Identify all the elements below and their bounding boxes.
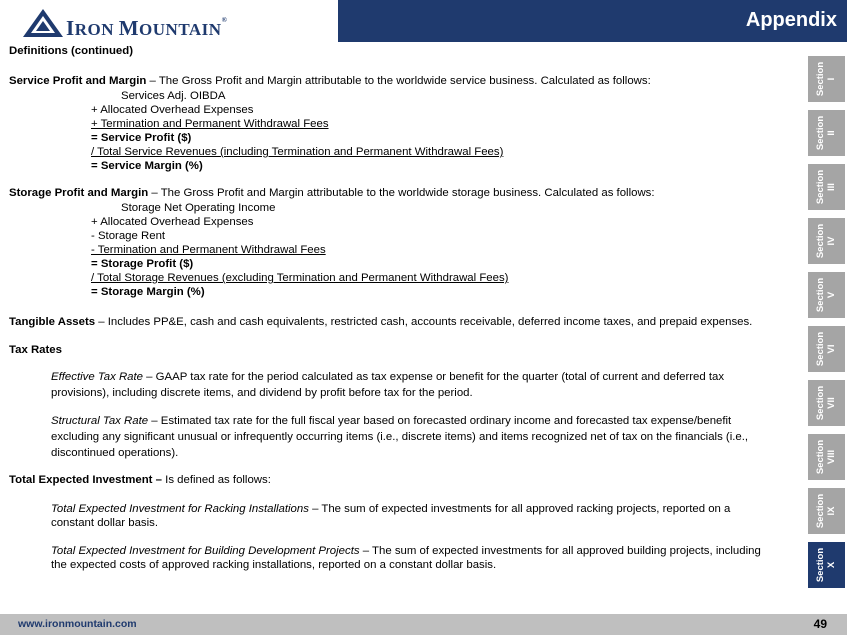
storage-line: - Termination and Permanent Withdrawal Fees <box>91 244 326 256</box>
structural-tax-rate-cont: excluding any significant unusual or infrequently occurring items (i.e., discrete items) and items recognized net of tax on the financials (i.e., <box>51 431 749 443</box>
storage-line: - Storage Rent <box>91 230 166 242</box>
total-expected-investment: Total Expected Investment – Is defined as follows: <box>9 474 271 486</box>
iron-mountain-logo[interactable] <box>22 8 242 38</box>
service-definition: Service Profit and Margin – The Gross Profit and Margin attributable to the worldwide service business. Calculated as follows: <box>9 75 651 87</box>
tab-section-9[interactable]: Section IX <box>808 488 845 534</box>
mountain-logo-icon <box>22 8 64 38</box>
tab-section-5[interactable]: Section V <box>808 272 845 318</box>
racking-investment: Total Expected Investment for Racking Installations – The sum of expected investments for all approved racking projects, reported on a <box>51 503 731 515</box>
storage-line: Storage Net Operating Income <box>121 202 276 214</box>
service-line: + Allocated Overhead Expenses <box>91 104 254 116</box>
structural-tax-rate-cont: discontinued operations). <box>51 447 179 459</box>
effective-tax-rate-cont: provisions), including discrete items, and dividend by profit before tax for the period. <box>51 387 473 399</box>
tab-section-8[interactable]: Section VIII <box>808 434 845 480</box>
effective-tax-rate: Effective Tax Rate – GAAP tax rate for the period calculated as tax expense or benefit for the quarter (total of current and deferred tax <box>51 371 725 383</box>
tangible-assets-definition: Tangible Assets – Includes PP&E, cash and cash equivalents, restricted cash, accounts receivable, deferred income taxes, and prepaid expenses. <box>9 316 753 328</box>
storage-line: / Total Storage Revenues (excluding Termination and Permanent Withdrawal Fees) <box>91 272 509 284</box>
tab-section-3[interactable]: Section III <box>808 164 845 210</box>
tab-section-6[interactable]: Section VI <box>808 326 845 372</box>
service-line: / Total Service Revenues (including Termination and Permanent Withdrawal Fees) <box>91 146 504 158</box>
tab-section-10-active[interactable]: Section X <box>808 542 845 588</box>
logo-wordmark: IRON MOUNTAIN® <box>66 16 228 40</box>
tab-section-1[interactable]: Section I <box>808 56 845 102</box>
header <box>0 0 847 42</box>
storage-line: + Allocated Overhead Expenses <box>91 216 254 228</box>
service-profit-line: = Service Profit ($) <box>91 132 192 144</box>
tab-section-7[interactable]: Section VII <box>808 380 845 426</box>
racking-investment-cont: constant dollar basis. <box>51 517 159 529</box>
storage-profit-line: = Storage Profit ($) <box>91 258 194 270</box>
title-bar <box>338 0 847 42</box>
page-title: Appendix <box>745 9 837 31</box>
storage-margin-line: = Storage Margin (%) <box>91 286 205 298</box>
tab-section-2[interactable]: Section II <box>808 110 845 156</box>
tax-rates-heading: Tax Rates <box>9 344 62 356</box>
footer-url[interactable]: www.ironmountain.com <box>18 618 137 630</box>
structural-tax-rate: Structural Tax Rate – Estimated tax rate for the full fiscal year based on forecasted ordinary income and forecasted tax expense/benefit <box>51 415 732 427</box>
tab-section-4[interactable]: Section IV <box>808 218 845 264</box>
page-number: 49 <box>813 617 827 631</box>
service-margin-line: = Service Margin (%) <box>91 160 203 172</box>
footer <box>0 614 847 635</box>
building-investment-cont: the expected costs of approved racking installations, reported on a constant dollar basis. <box>51 559 497 571</box>
service-line: Services Adj. OIBDA <box>121 90 226 102</box>
section-heading: Definitions (continued) <box>9 45 134 57</box>
storage-definition: Storage Profit and Margin – The Gross Profit and Margin attributable to the worldwide storage business. Calculated as follows: <box>9 187 655 199</box>
building-investment: Total Expected Investment for Building Development Projects – The sum of expected investments for all approved building projects, including <box>51 545 761 557</box>
service-line: + Termination and Permanent Withdrawal Fees <box>91 118 329 130</box>
